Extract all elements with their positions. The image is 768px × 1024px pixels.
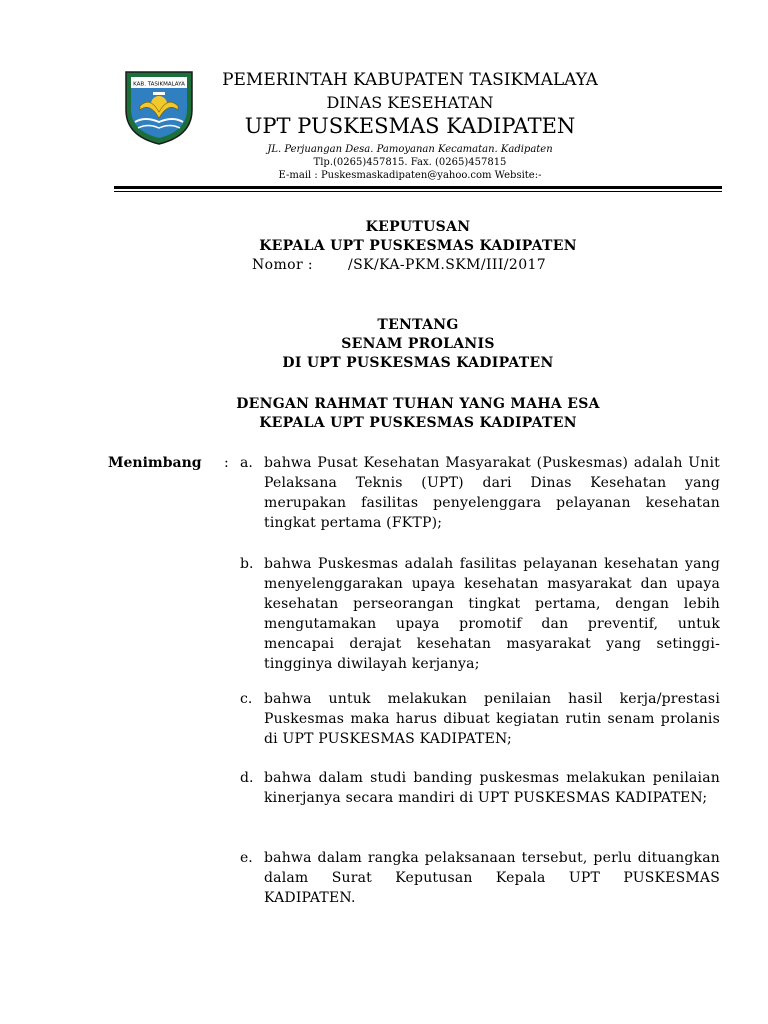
subject-line-2: DI UPT PUSKESMAS KADIPATEN — [282, 355, 554, 371]
preamble-line-1: DENGAN RAHMAT TUHAN YANG MAHA ESA — [236, 396, 600, 412]
menimbang-label: Menimbang — [108, 455, 202, 471]
decree-number — [252, 257, 547, 273]
menimbang-colon: : — [224, 455, 229, 471]
consideration-a: bahwa Pusat Kesehatan Masyarakat (Puskesmas) adalah Unit Pelaksana Teknis (UPT) dari Dinas Kesehatan yang merupakan fasilitas penyelenggara pelayanan kesehatan tingkat pertama (FKTP); — [264, 455, 720, 531]
consideration-letter-e: e. — [240, 850, 253, 866]
letterhead-government: PEMERINTAH KABUPATEN TASIKMALAYA — [222, 70, 598, 90]
consideration-letter-a: a. — [240, 455, 253, 471]
consideration-c: bahwa untuk melakukan penilaian hasil kerja/prestasi Puskesmas maka harus dibuat kegiatan rutin senam prolanis di UPT PUSKESMAS KADIPATEN; — [264, 691, 720, 747]
decree-title: KEPUTUSAN — [365, 219, 471, 235]
letterhead-department: DINAS KESEHATAN — [326, 93, 494, 112]
decree-issuer: KEPALA UPT PUSKESMAS KADIPATEN — [259, 238, 577, 254]
letterhead-institution: UPT PUSKESMAS KADIPATEN — [244, 114, 576, 138]
decree-number-value: /SK/KA-PKM.SKM/III/2017 — [348, 257, 547, 273]
consideration-e: bahwa dalam rangka pelaksanaan tersebut, perlu dituangkan dalam Surat Keputusan Kepala UPT PUSKESMAS KADIPATEN. — [264, 850, 720, 906]
consideration-letter-c: c. — [240, 691, 253, 707]
letterhead-address: JL. Perjuangan Desa. Pamoyanan Kecamatan. Kadipaten — [267, 144, 553, 155]
decree-number-label: Nomor : — [252, 257, 314, 273]
preamble-line-2: KEPALA UPT PUSKESMAS KADIPATEN — [259, 415, 577, 431]
subject-label: TENTANG — [377, 317, 459, 333]
tasikmalaya-emblem — [120, 66, 198, 146]
consideration-d: bahwa dalam studi banding puskesmas melakukan penilaian kinerjanya secara mandiri di UPT PUSKESMAS KADIPATEN; — [264, 770, 720, 806]
subject-line-1: SENAM PROLANIS — [341, 336, 495, 352]
letterhead-phone: Tlp.(0265)457815. Fax. (0265)457815 — [313, 157, 507, 168]
consideration-letter-b: b. — [240, 556, 254, 572]
consideration-b: bahwa Puskesmas adalah fasilitas pelayanan kesehatan yang menyelenggarakan upaya kesehatan masyarakat dan upaya kesehatan perseorangan tingkat pertama, dengan lebih mengutamakan upaya promotif dan preventif, untuk mencapai derajat kesehatan masyarakat yang setinggi-tingginya diwilayah kerjanya; — [264, 556, 720, 672]
header-divider-thick — [114, 186, 722, 189]
consideration-letter-d: d. — [240, 770, 254, 786]
header-divider-thin — [114, 191, 722, 192]
letterhead-email: E-mail : Puskesmaskadipaten@yahoo.com Website:- — [278, 170, 542, 181]
emblem-label: KAB. TASIKMALAYA — [133, 81, 185, 88]
